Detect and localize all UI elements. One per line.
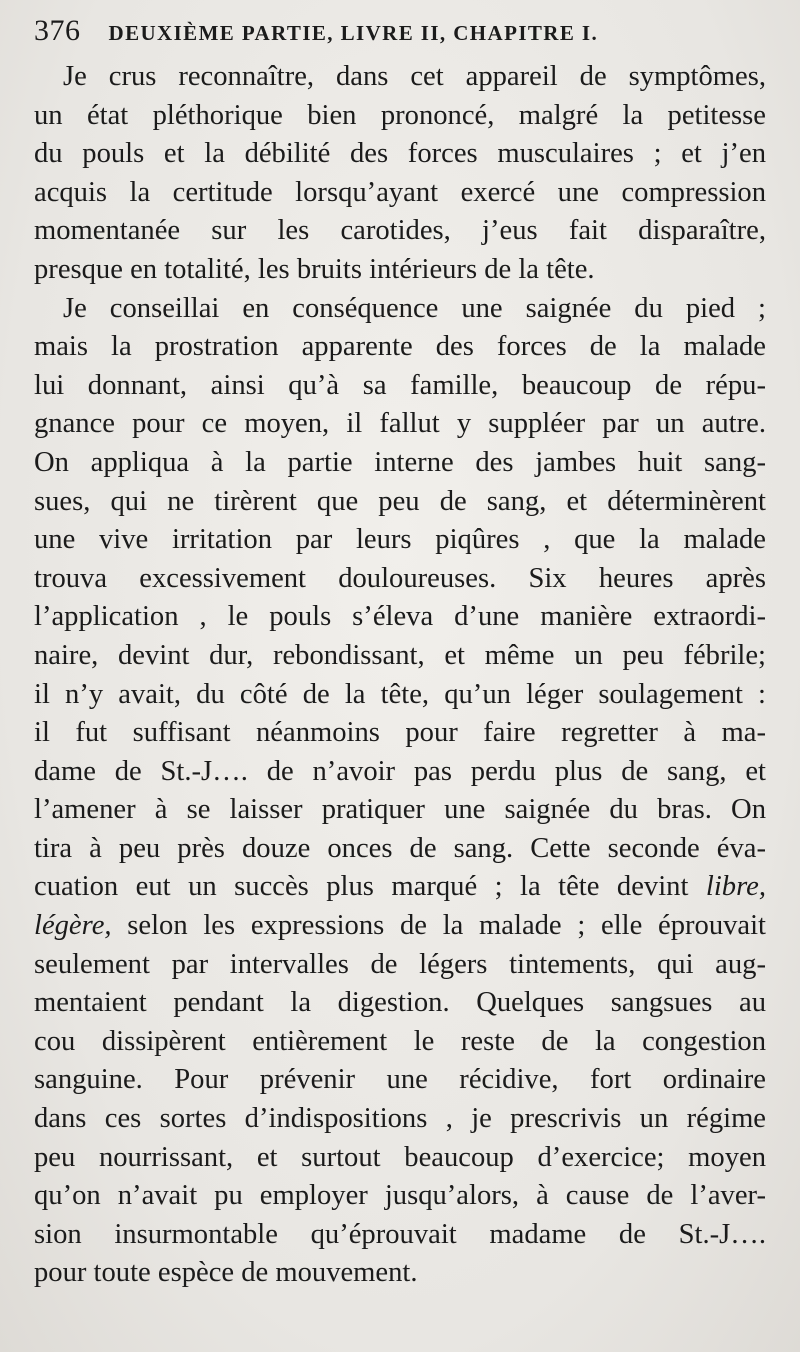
text-line: tira à peu près douze onces de sang. Cette seconde éva- (34, 832, 766, 864)
text-line: dame de St.-J…. de n’avoir pas perdu plus de sang, et (34, 755, 766, 787)
page-number: 376 (34, 14, 81, 47)
running-title: DEUXIÈME PARTIE, LIVRE II, CHAPITRE I. (108, 21, 599, 45)
text-line: sanguine. Pour prévenir une récidive, fort ordinaire (34, 1064, 766, 1096)
text-line: cou dissipèrent entièrement le reste de la congestion (34, 1025, 766, 1057)
text-line: une vive irritation par leurs piqûres , que la malade (34, 524, 766, 556)
text-line: seulement par intervalles de légers tintements, qui aug- (34, 948, 766, 980)
text-line: l’amener à se laisser pratiquer une saignée du bras. On (34, 794, 766, 826)
text-line-with-italic (34, 868, 766, 907)
text-line: il n’y avait, du côté de la tête, qu’un léger soulagement : (34, 678, 766, 710)
text-line: mais la prostration apparente des forces de la malade (34, 331, 766, 363)
text-line: acquis la certitude lorsqu’ayant exercé une compression (34, 176, 766, 208)
text-line: Je conseillai en conséquence une saignée du pied ; (63, 292, 766, 324)
italic-word: légère, (34, 910, 112, 942)
text-line: Je crus reconnaître, dans cet appareil de symptômes, (63, 61, 766, 92)
text-line: mentaient pendant la digestion. Quelques sangsues au (34, 987, 766, 1019)
text-line: qu’on n’avait pu employer jusqu’alors, à cause de l’aver- (34, 1180, 766, 1212)
paragraph-1 (34, 58, 766, 290)
text-line: sion insurmontable qu’éprouvait madame de St.-J…. (34, 1218, 766, 1250)
text-line: l’application , le pouls s’éleva d’une manière extraordi- (34, 601, 766, 633)
text-line: il fut suffisant néanmoins pour faire regretter à ma- (34, 717, 766, 749)
text-line: gnance pour ce moyen, il fallut y suppléer par un autre. (34, 408, 766, 440)
text-line: lui donnant, ainsi qu’à sa famille, beaucoup de répu- (34, 369, 766, 401)
text-line: pour toute espèce de mouvement. (34, 1257, 418, 1289)
line-text: selon les expressions de la malade ; elle éprouvait (127, 910, 766, 942)
text-line: peu nourrissant, et surtout beaucoup d’exercice; moyen (34, 1141, 766, 1173)
line-text: cuation eut un succès plus marqué ; la tête devint (34, 871, 689, 903)
text-line: trouva excessivement douloureuses. Six heures après (34, 562, 766, 594)
text-line-with-italic (34, 907, 766, 946)
text-line: un état pléthorique bien prononcé, malgré la petitesse (34, 99, 766, 131)
text-line: du pouls et la débilité des forces musculaires ; et j’en (34, 138, 766, 170)
body-text (34, 58, 766, 1293)
italic-word: libre, (705, 871, 766, 903)
text-line: sues, qui ne tirèrent que peu de sang, et déterminèrent (34, 485, 766, 517)
text-line: naire, devint dur, rebondissant, et même un peu fébrile; (34, 639, 766, 671)
text-line: momentanée sur les carotides, j’eus fait disparaître, (34, 215, 766, 247)
text-line: On appliqua à la partie interne des jambes huit sang- (34, 446, 766, 478)
text-line: presque en totalité, les bruits intérieurs de la tête. (34, 253, 595, 285)
running-head (34, 14, 766, 58)
paragraph-2 (34, 290, 766, 1293)
text-line: dans ces sortes d’indispositions , je prescrivis un régime (34, 1103, 766, 1135)
